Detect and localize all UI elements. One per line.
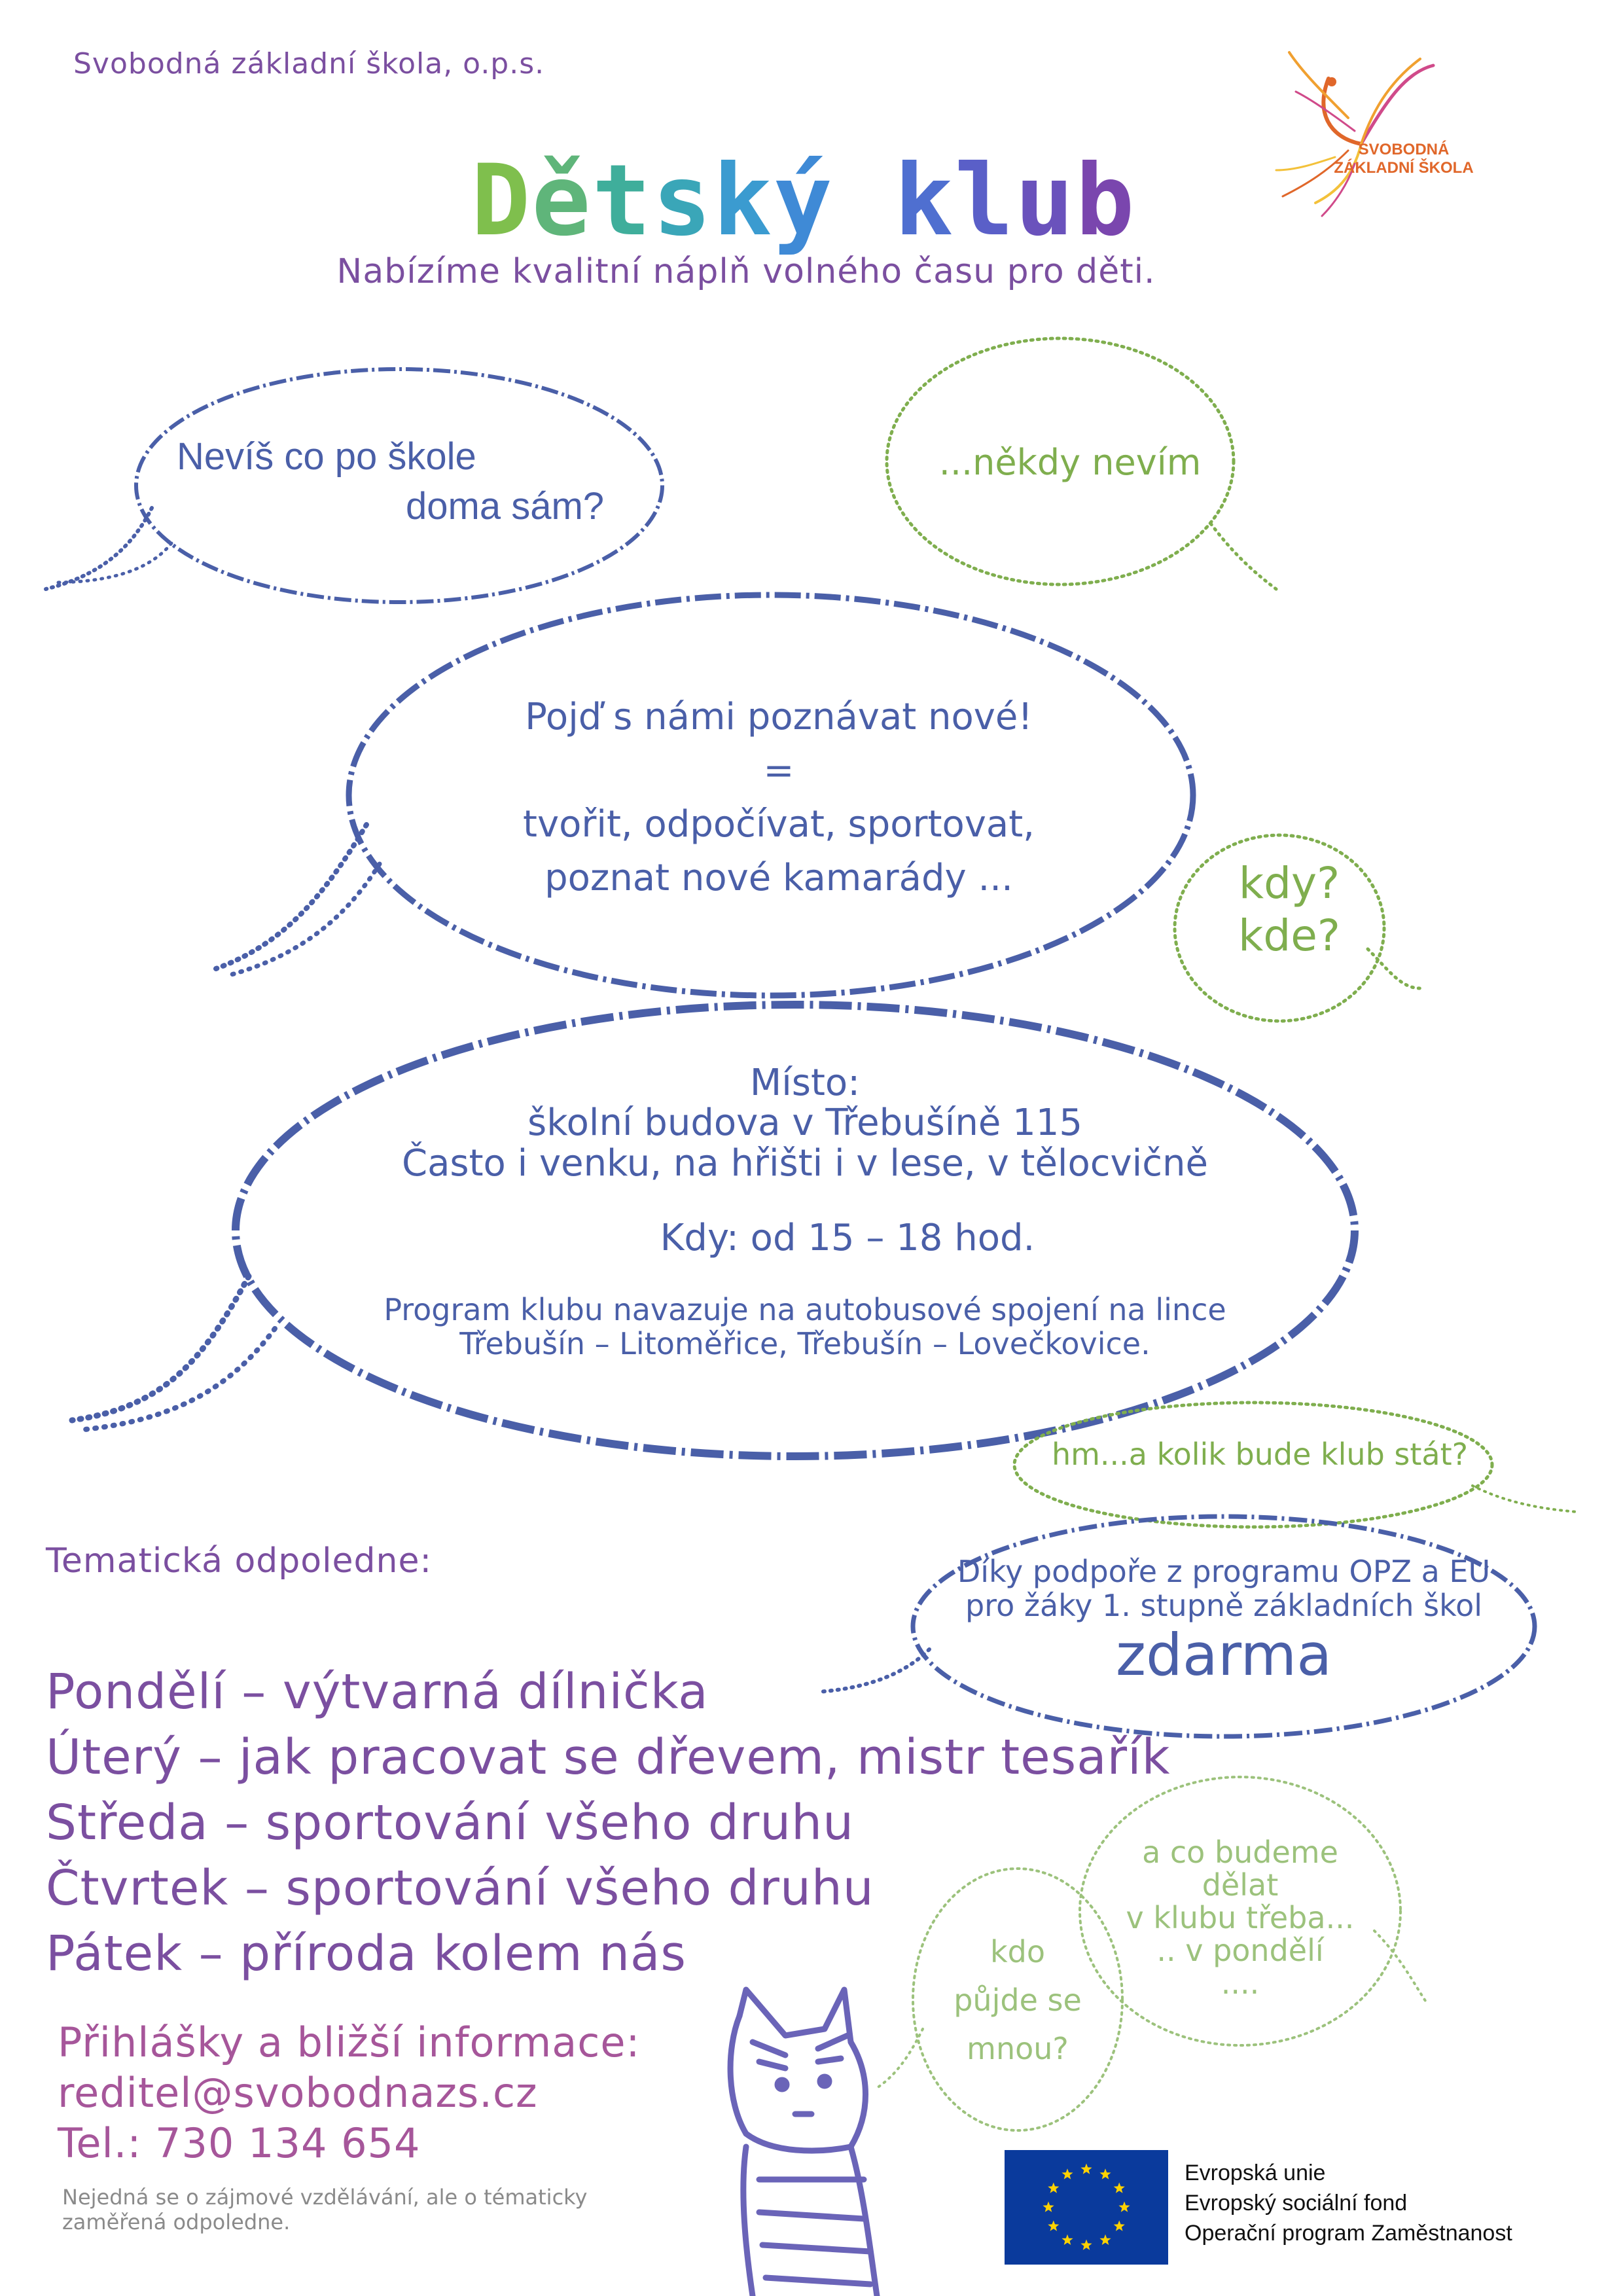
logo-text-line-1: SVOBODNÁ	[1358, 141, 1450, 158]
title-letter	[834, 144, 894, 258]
what-line-4: .. v pondělí	[1156, 1933, 1324, 1968]
eu-line-3: Operační program Zaměstnanost	[1185, 2221, 1512, 2246]
contact-phone: Tel.: 730 134 654	[58, 2119, 421, 2167]
bubble-when-text	[1191, 857, 1387, 962]
contact-email-link[interactable]: reditel@svobodnazs.cz	[58, 2069, 538, 2117]
cost-line-1: Díky podpoře z programu OPZ a EU	[957, 1554, 1491, 1589]
eu-line-1: Evropská unie	[1185, 2161, 1326, 2185]
cost-free: zdarma	[1115, 1621, 1332, 1689]
schedule-item: Úterý – jak pracovat se dřevem, mistr tesařík	[46, 1729, 1171, 1785]
title-letter: D	[471, 144, 532, 258]
bubble-main-line-3: tvořit, odpočívat, sportovat,	[523, 803, 1035, 846]
schedule-item: Pondělí – výtvarná dílnička	[46, 1664, 709, 1720]
disclaimer-note	[62, 2185, 587, 2234]
eu-text	[1185, 2158, 1512, 2248]
schedule-item: Pátek – příroda kolem nás	[46, 1926, 687, 1982]
contact-heading: Přihlášky a bližší informace:	[58, 2018, 641, 2066]
time-info: Kdy: od 15 – 18 hod.	[660, 1217, 1035, 1259]
title-letter: b	[1075, 144, 1136, 258]
bubble-question-text	[177, 432, 635, 531]
bubble-main-line-2: =	[763, 749, 794, 792]
cat-doodle	[730, 1990, 877, 2296]
bus-line-1: Program klubu navazuje na autobusové spojení na lince	[383, 1292, 1226, 1327]
title-letter: s	[652, 144, 713, 258]
bubble-when-line-2: kde?	[1238, 910, 1340, 961]
bubble-question-line-1: Nevíš co po škole	[177, 435, 476, 478]
bubble-cost-question-text: hm...a kolik bude klub stát?	[1051, 1437, 1469, 1472]
what-line-1: a co budeme	[1142, 1835, 1338, 1870]
disclaimer-line-1: Nejedná se o zájmové vzdělávání, ale o tématicky	[62, 2185, 588, 2210]
bubble-answer-text: ...někdy nevím	[938, 442, 1202, 483]
bubble-main-line-4: poznat nové kamarády ...	[544, 857, 1013, 899]
title-letter: l	[954, 144, 1015, 258]
logo-text	[1325, 141, 1482, 177]
place-line-1: školní budova v Třebušíně 115	[527, 1102, 1082, 1144]
page-subtitle: Nabízíme kvalitní náplň volného času pro děti.	[336, 252, 1156, 291]
title-letter: ě	[531, 144, 592, 258]
title-letter: ý	[773, 144, 834, 258]
contact-block	[58, 2017, 640, 2168]
cost-line-2: pro žáky 1. stupně základních škol	[965, 1588, 1483, 1623]
schedule-item: Čtvrtek – sportování všeho druhu	[46, 1860, 874, 1916]
bubble-main-text	[393, 691, 1165, 905]
bubble-question-line-2: doma sám?	[406, 485, 605, 528]
logo-text-line-2: ZÁKLADNÍ ŠKOLA	[1334, 159, 1474, 177]
organization-name: Svobodná základní škola, o.p.s.	[73, 47, 545, 81]
schedule-heading: Tematická odpoledne:	[46, 1541, 433, 1581]
bubble-when-line-1: kdy?	[1238, 858, 1340, 908]
eu-flag-stars-icon	[1005, 2150, 1168, 2265]
disclaimer-line-2: zaměřená odpoledne.	[62, 2210, 291, 2234]
title-letter: k	[894, 144, 955, 258]
what-line-2: dělat	[1202, 1867, 1279, 1903]
who-line-3: mnou?	[967, 2031, 1069, 2066]
schedule-item: Středa – sportování všeho druhu	[46, 1795, 854, 1851]
place-line-2: Často i venku, na hřišti i v lese, v tělocvičně	[402, 1142, 1208, 1185]
who-line-2: půjde se	[954, 1982, 1082, 2018]
title-letter: t	[592, 144, 652, 258]
schedule-list	[46, 1659, 1170, 1986]
eu-flag	[1005, 2150, 1168, 2265]
page-title	[471, 144, 1136, 258]
school-logo-bird	[1276, 52, 1433, 216]
what-line-5: ....	[1221, 1965, 1260, 2001]
title-letter: u	[1014, 144, 1076, 258]
title-letter: k	[713, 144, 774, 258]
eu-line-2: Evropský sociální fond	[1185, 2191, 1408, 2215]
place-label: Místo:	[749, 1062, 861, 1104]
who-line-1: kdo	[990, 1934, 1045, 1969]
bubble-main-line-1: Pojď s námi poznávat nové!	[525, 696, 1033, 738]
what-line-3: v klubu třeba...	[1126, 1900, 1355, 1935]
bus-line-2: Třebušín – Litoměřice, Třebušín – Lovečkovice.	[459, 1326, 1150, 1361]
bubble-info-text	[294, 1064, 1315, 1361]
